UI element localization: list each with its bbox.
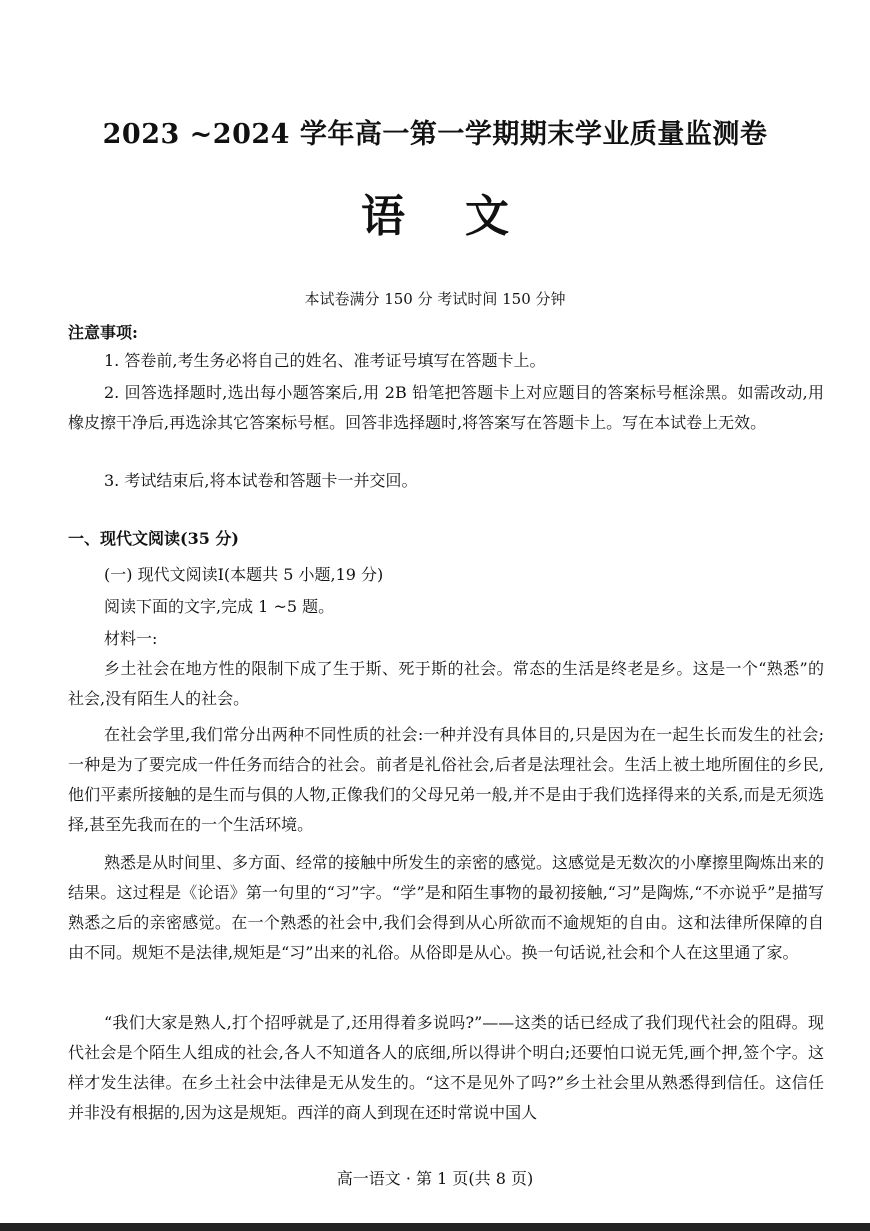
sub-section-heading: (一) 现代文阅读Ⅰ(本题共 5 小题,19 分) (104, 565, 384, 584)
passage-paragraph: “我们大家是熟人,打个招呼就是了,还用得着多说吗?”——这类的话已经成了我们现代社会的阻碍。现代社会是个陌生人组成的社会,各人不知道各人的底细,所以得讲个明白;还要怕口说无凭,画个押,签个字。这样才发生法律。在乡土社会中法律是无从发生的。“这不是见外了吗?”乡土社会里从熟悉得到信任。这信任并非没有根据的,因为这是规矩。西洋的商人到现在还时常说中国人 (68, 1013, 824, 1122)
exam-meta: 本试卷满分 150 分 考试时间 150 分钟 (304, 290, 566, 308)
notice-item: 3. 考试结束后,将本试卷和答题卡一并交回。 (104, 471, 418, 490)
material-label: 材料一: (104, 629, 158, 648)
exam-title: 2023 ~2024 学年高一第一学期期末学业质量监测卷 (102, 119, 768, 150)
subject-title: 语文 (361, 191, 569, 242)
page-footer: 高一语文 · 第 1 页(共 8 页) (336, 1169, 534, 1188)
notice-heading: 注意事项: (68, 323, 138, 342)
passage-paragraph: 在社会学里,我们常分出两种不同性质的社会:一种并没有具体目的,只是因为在一起生长而发生的社会;一种是为了要完成一件任务而结合的社会。前者是礼俗社会,后者是法理社会。生活上被土地所囿住的乡民,他们平素所接触的是生而与俱的人物,正像我们的父母兄弟一般,并不是由于我们选择得来的关系,而是无须选择,甚至先我而在的一个生活环境。 (68, 725, 824, 834)
reading-instruction: 阅读下面的文字,完成 1 ~5 题。 (104, 597, 335, 616)
scan-edge-divider (0, 1223, 870, 1231)
passage-paragraph: 熟悉是从时间里、多方面、经常的接触中所发生的亲密的感觉。这感觉是无数次的小摩擦里陶炼出来的结果。这过程是《论语》第一句里的“习”字。“学”是和陌生事物的最初接触,“习”是陶炼,“不亦说乎”是描写熟悉之后的亲密感觉。在一个熟悉的社会中,我们会得到从心所欲而不逾规矩的自由。这和法律所保障的自由不同。规矩不是法律,规矩是“习”出来的礼俗。从俗即是从心。换一句话说,社会和个人在这里通了家。 (68, 853, 825, 962)
notice-item: 1. 答卷前,考生务必将自己的姓名、准考证号填写在答题卡上。 (104, 351, 546, 370)
passage-paragraph: 乡土社会在地方性的限制下成了生于斯、死于斯的社会。常态的生活是终老是乡。这是一个“熟悉”的社会,没有陌生人的社会。 (68, 659, 824, 708)
notice-item: 2. 回答选择题时,选出每小题答案后,用 2B 铅笔把答题卡上对应题目的答案标号框涂黑。如需改动,用橡皮擦干净后,再选涂其它答案标号框。回答非选择题时,将答案写在答题卡上。写在本试卷上无效。 (68, 383, 824, 432)
section-heading: 一、现代文阅读(35 分) (68, 529, 239, 548)
